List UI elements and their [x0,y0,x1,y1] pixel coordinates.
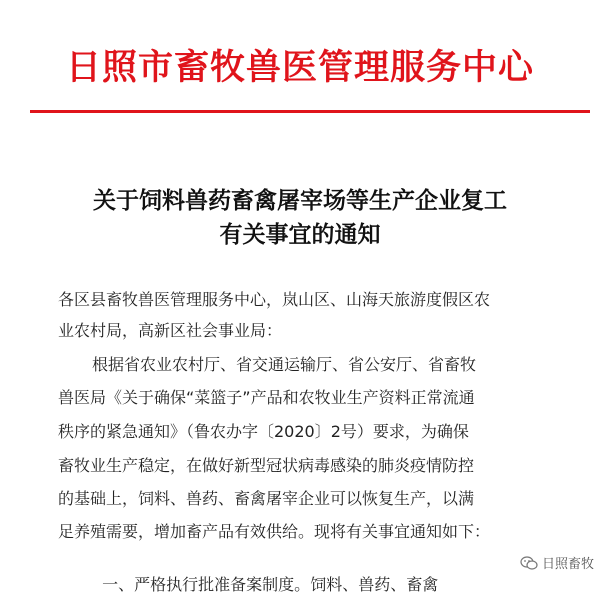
section-1-text: 饲料、兽药、畜禽 [310,575,439,594]
red-divider [30,110,590,113]
body-line: 秩序的紧急通知》（鲁农办字〔2020〕2号）要求，为确保 [58,422,469,441]
body-line: 根据省农业农村厅、省交通运输厅、省公安厅、省畜牧 [92,355,477,374]
document-title-line1: 关于饲料兽药畜禽屠宰场等生产企业复工 [93,187,507,214]
body-line: 各区县畜牧兽医管理服务中心，岚山区、山海天旅游度假区农 [58,290,491,309]
body-line: 畜牧业生产稳定，在做好新型冠状病毒感染的肺炎疫情防控 [58,456,475,475]
wechat-icon [520,556,538,570]
watermark-text: 日照畜牧 [541,557,594,572]
section-1-heading: 一、严格执行批准备案制度。 [102,575,311,594]
wechat-watermark [520,553,594,572]
document-title-line2: 有关事宜的通知 [219,221,381,248]
body-line: 足养殖需要，增加畜产品有效供给。现将有关事宜通知如下： [58,522,491,541]
org-masthead: 日照市畜牧兽医管理服务中心 [65,48,534,88]
body-line: 的基础上，饲料、兽药、畜禽屠宰企业可以恢复生产，以满 [58,489,475,508]
body-line: 兽医局《关于确保“菜篮子”产品和农牧业生产资料正常流通 [58,388,475,407]
body-line: 业农村局，高新区社会事业局： [58,321,283,340]
